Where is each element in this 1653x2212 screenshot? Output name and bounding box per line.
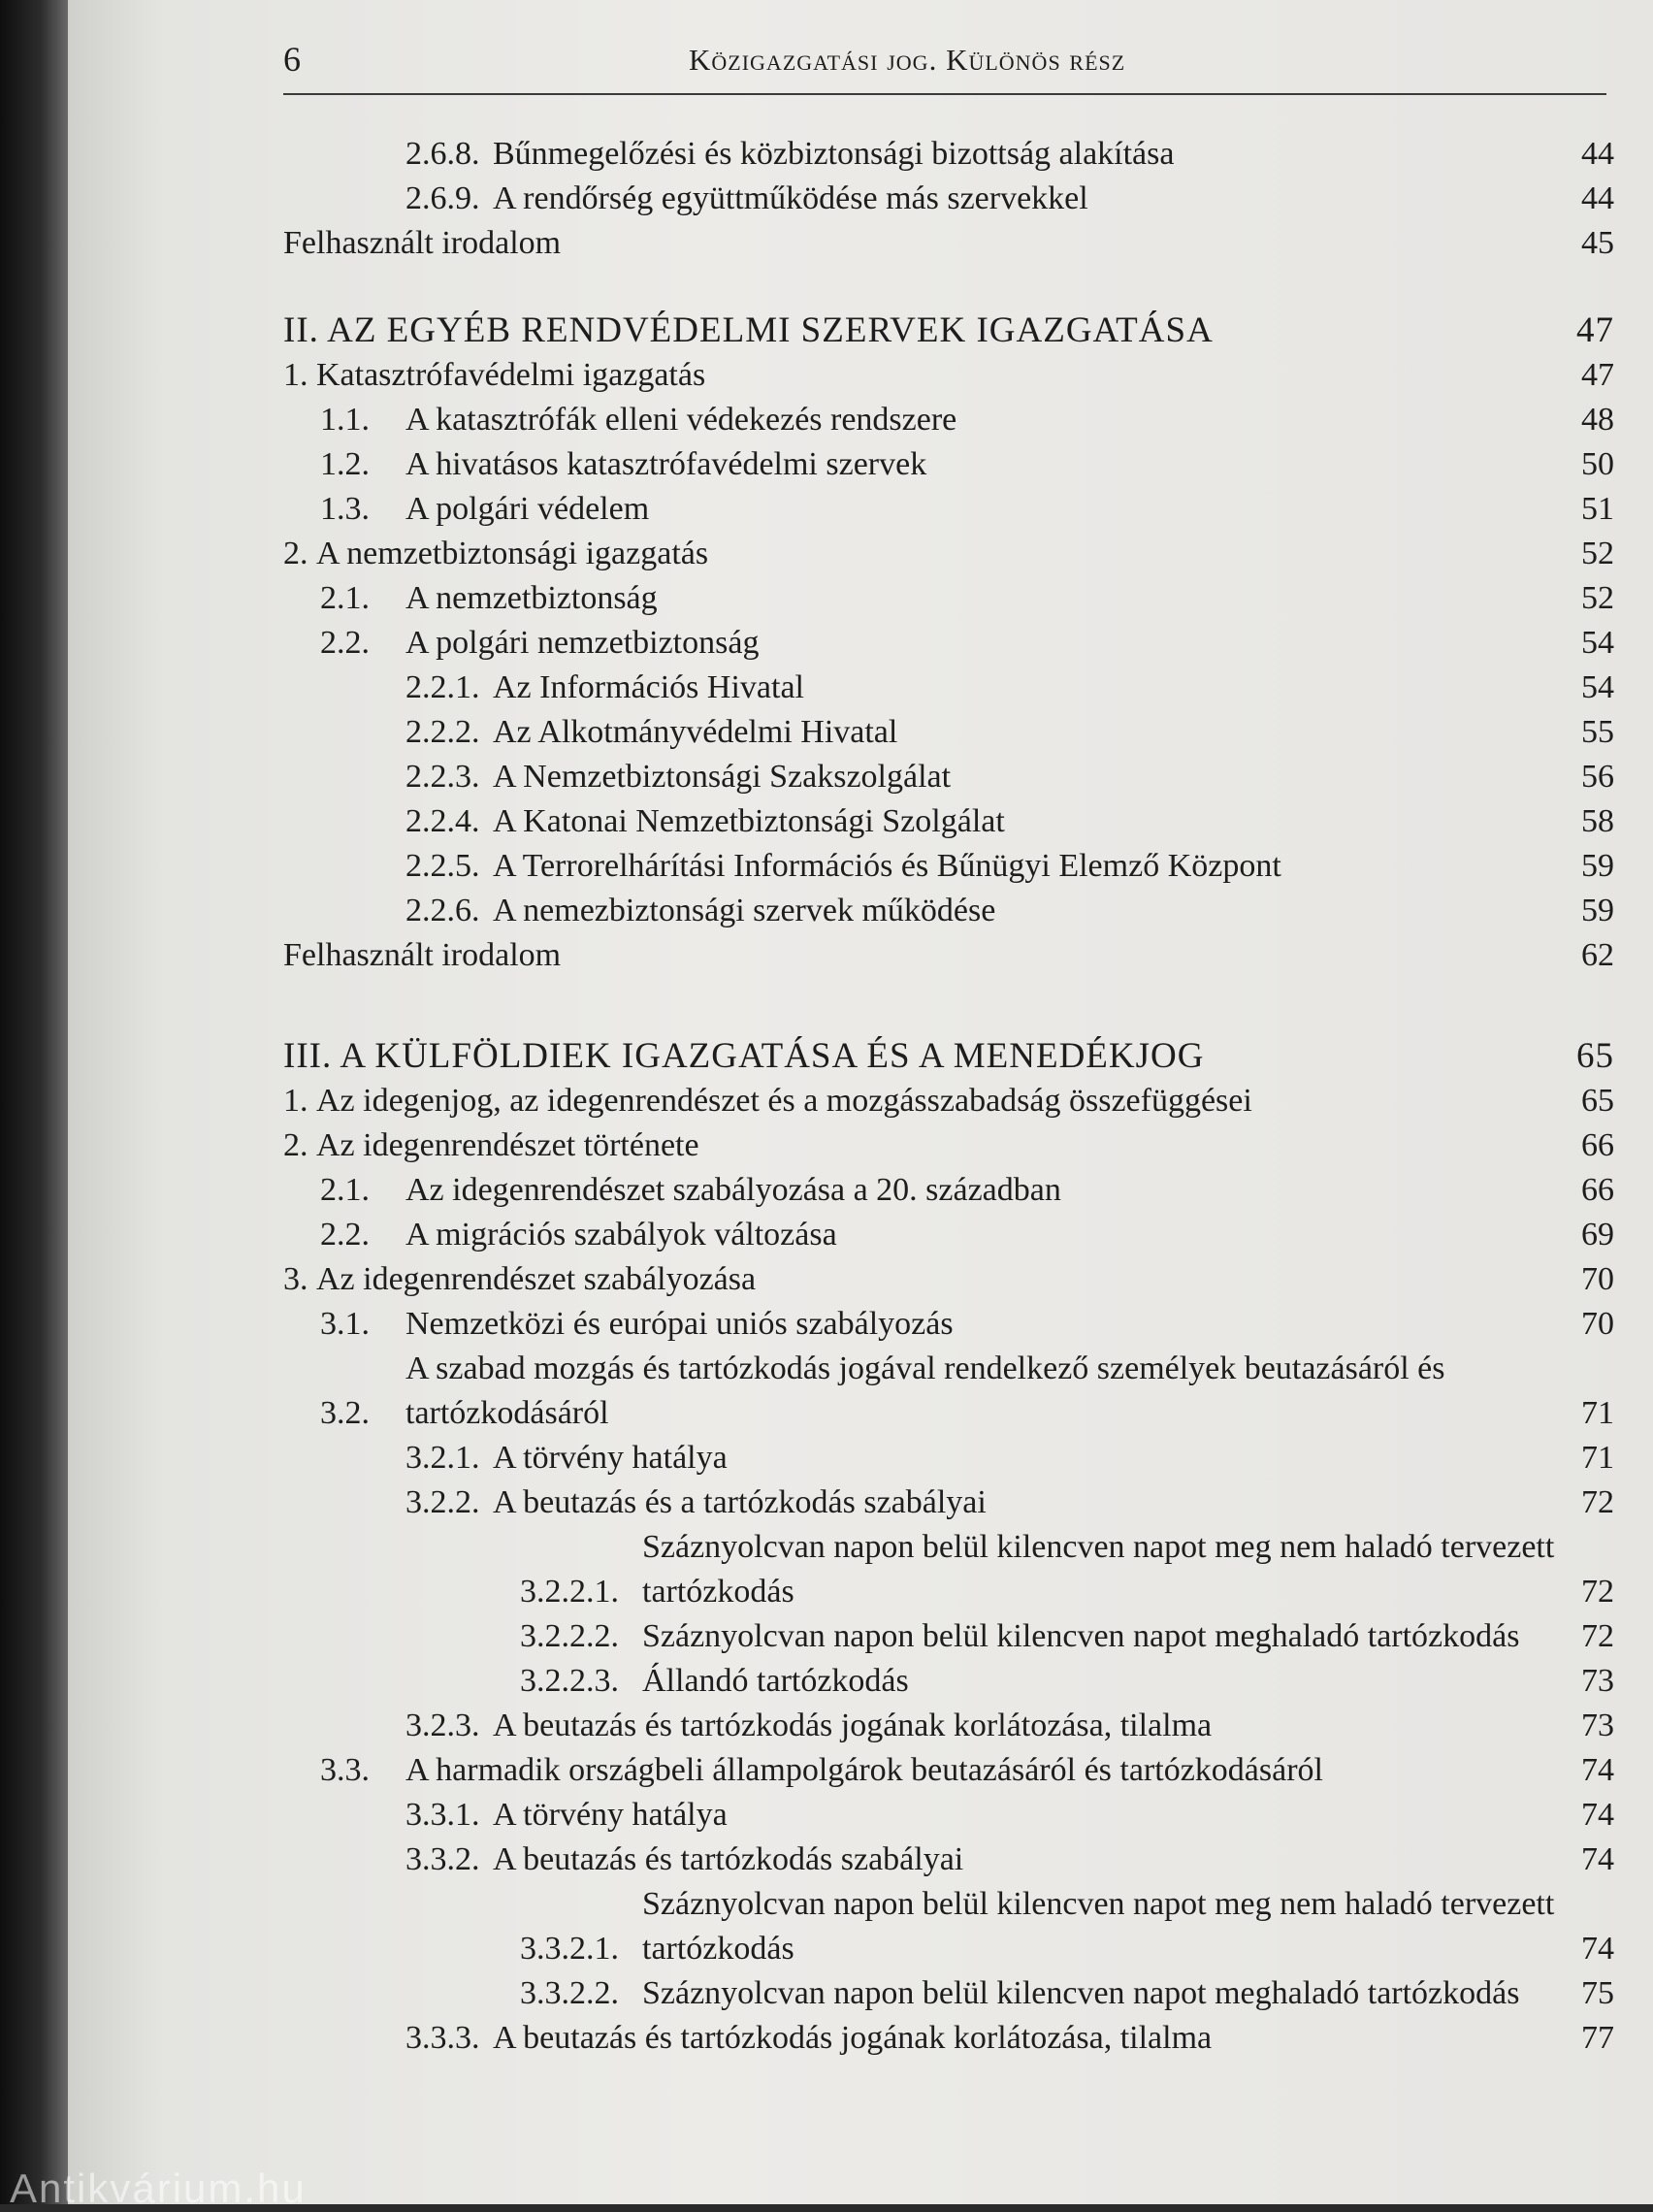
toc-entry-page: 71 xyxy=(1581,1440,1614,1476)
toc-entry xyxy=(283,1168,1614,1213)
toc-entry-page: 52 xyxy=(1581,536,1614,571)
toc-entry-title: Katasztrófavédelmi igazgatás xyxy=(316,357,706,393)
toc-entry xyxy=(283,1480,1614,1525)
toc-entry-title: A Terrorelhárítási Információs és Bűnügyi Elemző Központ xyxy=(493,848,1281,884)
toc-entry-title: A hivatásos katasztrófavédelmi szervek xyxy=(405,446,927,482)
toc-entry xyxy=(283,1704,1614,1748)
toc-entry-title: Az idegenrendészet szabályozása xyxy=(316,1261,757,1297)
toc-entry-page: 73 xyxy=(1581,1663,1614,1699)
toc-entry-number: 2.2.2. xyxy=(405,714,480,750)
toc-entry-page: 66 xyxy=(1581,1127,1614,1163)
watermark: Antikvárium.hu xyxy=(10,2165,307,2211)
toc-entry xyxy=(283,532,1614,576)
toc-entry-page: 47 xyxy=(1576,310,1614,350)
toc-entry xyxy=(283,1302,1614,1347)
toc-entry-title: A törvény hatálya xyxy=(493,1440,728,1476)
toc-entry xyxy=(283,1213,1614,1257)
toc-entry-number: 3.3.1. xyxy=(405,1797,480,1833)
toc-entry-title: A beutazás és tartózkodás jogának korlátozása, tilalma xyxy=(493,1708,1213,1743)
toc-entry xyxy=(283,755,1614,799)
toc-entry-page: 44 xyxy=(1581,136,1614,172)
toc-entry-title: Bűnmegelőzési és közbiztonsági bizottság alakítása xyxy=(493,136,1175,172)
toc-entry-title: Az idegenrendészet szabályozása a 20. században xyxy=(405,1172,1061,1208)
toc-entry-page: 70 xyxy=(1581,1306,1614,1342)
toc-entry xyxy=(283,487,1614,532)
toc-entry-page: 52 xyxy=(1581,580,1614,616)
toc-entry-title: III. A KÜLFÖLDIEK IGAZGATÁSA ÉS A MENEDÉKJOG xyxy=(283,1036,1205,1076)
toc-entry-page: 69 xyxy=(1581,1217,1614,1252)
page-number: 6 xyxy=(283,40,301,79)
toc-entry-title: Száznyolcvan napon belül kilencven napot meg nem haladó tervezett tartózkodás xyxy=(642,1886,1555,1967)
toc-entry-page: 50 xyxy=(1581,446,1614,482)
toc-entry-title: A Katonai Nemzetbiztonsági Szolgálat xyxy=(493,803,1005,839)
toc-entry xyxy=(283,177,1614,221)
toc-entry-number: 3.2.2.1. xyxy=(520,1574,619,1610)
toc-entry-number: 2.2. xyxy=(320,625,370,661)
toc-entry-number: 2. xyxy=(283,536,308,571)
toc-entry xyxy=(283,933,1614,978)
toc-entry-number: 2.2.4. xyxy=(405,803,480,839)
toc-entry-page: 66 xyxy=(1581,1172,1614,1208)
toc-entry-title: A nemzetbiztonság xyxy=(405,580,658,616)
toc-entry-page: 59 xyxy=(1581,893,1614,928)
toc-entry-number: 3.2.2.3. xyxy=(520,1663,619,1699)
toc-entry-page: 44 xyxy=(1581,180,1614,216)
toc-entry-number: 3.2.2.2. xyxy=(520,1618,619,1654)
toc-entry-title: A harmadik országbeli állampolgárok beutazásáról és tartózkodásáról xyxy=(405,1752,1323,1788)
toc-entry xyxy=(283,1123,1614,1168)
toc-entry-number: 2.2.1. xyxy=(405,669,480,705)
toc-entry-number: 3.2. xyxy=(320,1395,370,1431)
toc-entry-number: 3.3.2.2. xyxy=(520,1975,619,2011)
toc-entry xyxy=(283,1079,1614,1123)
toc-entry xyxy=(283,710,1614,755)
toc-entry xyxy=(283,1882,1614,1971)
toc-entry xyxy=(283,442,1614,487)
toc-entry-title: A Nemzetbiztonsági Szakszolgálat xyxy=(493,759,952,795)
toc-entry-title: A polgári védelem xyxy=(405,491,650,527)
toc-entry-page: 47 xyxy=(1581,357,1614,393)
toc-entry-number: 3.2.1. xyxy=(405,1440,480,1476)
toc-entry-number: 2.1. xyxy=(320,580,370,616)
table-of-contents xyxy=(283,132,1614,2061)
toc-entry-number: 3.3.3. xyxy=(405,2020,480,2056)
toc-entry-number: 2.2.5. xyxy=(405,848,480,884)
toc-entry-title: Az idegenjog, az idegenrendészet és a mozgásszabadság összefüggései xyxy=(316,1083,1252,1119)
toc-entry-title: Száznyolcvan napon belül kilencven napot meg nem haladó tervezett tartózkodás xyxy=(642,1529,1555,1610)
toc-entry-title: A katasztrófák elleni védekezés rendszere xyxy=(405,402,957,438)
page-header xyxy=(283,39,1606,95)
toc-entry-number: 2.2. xyxy=(320,1217,370,1252)
toc-spacer xyxy=(283,266,1614,309)
toc-entry-title: Az Alkotmányvédelmi Hivatal xyxy=(493,714,898,750)
toc-entry-page: 65 xyxy=(1581,1083,1614,1119)
toc-entry-page: 56 xyxy=(1581,759,1614,795)
toc-entry-number: 2.6.9. xyxy=(405,180,480,216)
toc-entry xyxy=(283,1793,1614,1838)
toc-entry-number: 3.3. xyxy=(320,1752,370,1788)
toc-entry-page: 72 xyxy=(1581,1574,1614,1610)
toc-entry-title: Felhasznált irodalom xyxy=(283,937,562,973)
toc-entry-title: Nemzetközi és európai uniós szabályozás xyxy=(405,1306,954,1342)
toc-entry-number: 2.2.3. xyxy=(405,759,480,795)
toc-entry xyxy=(283,1971,1614,2016)
toc-entry-page: 54 xyxy=(1581,669,1614,705)
toc-entry-number: 3.2.2. xyxy=(405,1484,480,1520)
toc-entry-title: A beutazás és a tartózkodás szabályai xyxy=(493,1484,987,1520)
toc-entry-page: 45 xyxy=(1581,225,1614,261)
toc-entry-title: A migrációs szabályok változása xyxy=(405,1217,837,1252)
toc-part-heading xyxy=(283,1034,1614,1079)
toc-entry-number: 3.2.3. xyxy=(405,1708,480,1743)
toc-entry-page: 73 xyxy=(1581,1708,1614,1743)
toc-entry-number: 1.1. xyxy=(320,402,370,438)
toc-entry-title: A beutazás és tartózkodás szabályai xyxy=(493,1841,964,1877)
toc-entry xyxy=(283,2016,1614,2061)
toc-entry-number: 3.3.2.1. xyxy=(520,1931,619,1967)
toc-entry-title: Száznyolcvan napon belül kilencven napot meghaladó tartózkodás xyxy=(642,1618,1520,1654)
toc-entry xyxy=(283,1614,1614,1659)
toc-entry-page: 65 xyxy=(1576,1036,1614,1076)
toc-entry xyxy=(283,621,1614,666)
toc-entry xyxy=(283,799,1614,844)
toc-entry-title: A törvény hatálya xyxy=(493,1797,728,1833)
toc-entry xyxy=(283,1525,1614,1614)
toc-entry-page: 75 xyxy=(1581,1975,1614,2011)
toc-entry-title: Száznyolcvan napon belül kilencven napot meghaladó tartózkodás xyxy=(642,1975,1520,2011)
toc-entry-page: 74 xyxy=(1581,1797,1614,1833)
toc-entry-number: 1. xyxy=(283,1083,308,1119)
toc-entry-title: A nemezbiztonsági szervek működése xyxy=(493,893,996,928)
toc-entry xyxy=(283,576,1614,621)
toc-entry-page: 55 xyxy=(1581,714,1614,750)
toc-entry-title: A beutazás és tartózkodás jogának korlátozása, tilalma xyxy=(493,2020,1213,2056)
toc-entry-title: Állandó tartózkodás xyxy=(642,1663,909,1699)
toc-entry-number: 3.1. xyxy=(320,1306,370,1342)
toc-entry-number: 2.2.6. xyxy=(405,893,480,928)
toc-entry xyxy=(283,353,1614,398)
toc-entry-page: 70 xyxy=(1581,1261,1614,1297)
toc-entry-number: 1. xyxy=(283,357,308,393)
toc-entry-title: A szabad mozgás és tartózkodás jogával rendelkező személyek beutazásáról és tartózkodásáról xyxy=(405,1350,1445,1431)
toc-entry-number: 2.6.8. xyxy=(405,136,480,172)
toc-entry-page: 59 xyxy=(1581,848,1614,884)
toc-entry-number: 1.2. xyxy=(320,446,370,482)
toc-part-heading xyxy=(283,309,1614,353)
toc-entry xyxy=(283,889,1614,933)
toc-entry-page: 74 xyxy=(1581,1841,1614,1877)
running-title: Közigazgatási jog. Különös rész xyxy=(689,43,1126,77)
toc-entry-title: Az Információs Hivatal xyxy=(493,669,804,705)
toc-entry xyxy=(283,844,1614,889)
toc-entry-title: A nemzetbiztonsági igazgatás xyxy=(316,536,709,571)
toc-entry-page: 54 xyxy=(1581,625,1614,661)
toc-entry xyxy=(283,221,1614,266)
toc-entry-page: 58 xyxy=(1581,803,1614,839)
toc-entry-number: 3. xyxy=(283,1261,308,1297)
toc-entry xyxy=(283,1347,1614,1436)
toc-entry-page: 74 xyxy=(1581,1931,1614,1967)
toc-entry-number: 3.3.2. xyxy=(405,1841,480,1877)
toc-entry-title: Felhasznált irodalom xyxy=(283,225,562,261)
toc-entry xyxy=(283,1257,1614,1302)
toc-entry-page: 72 xyxy=(1581,1618,1614,1654)
toc-entry-number: 1.3. xyxy=(320,491,370,527)
toc-entry xyxy=(283,398,1614,442)
toc-entry-title: A rendőrség együttműködése más szervekkel xyxy=(493,180,1088,216)
toc-entry-title: A polgári nemzetbiztonság xyxy=(405,625,760,661)
toc-entry-page: 74 xyxy=(1581,1752,1614,1788)
toc-spacer xyxy=(283,978,1614,1034)
toc-entry-page: 71 xyxy=(1581,1395,1614,1431)
toc-entry-title: II. AZ EGYÉB RENDVÉDELMI SZERVEK IGAZGATÁSA xyxy=(283,310,1214,350)
toc-entry-number: 2.1. xyxy=(320,1172,370,1208)
toc-entry xyxy=(283,1748,1614,1793)
toc-entry-page: 72 xyxy=(1581,1484,1614,1520)
toc-entry xyxy=(283,666,1614,710)
toc-entry-number: 2. xyxy=(283,1127,308,1163)
toc-entry xyxy=(283,1436,1614,1480)
toc-entry-page: 51 xyxy=(1581,491,1614,527)
toc-entry xyxy=(283,1838,1614,1882)
toc-entry xyxy=(283,132,1614,177)
toc-entry-page: 62 xyxy=(1581,937,1614,973)
toc-entry xyxy=(283,1659,1614,1704)
toc-entry-page: 77 xyxy=(1581,2020,1614,2056)
toc-entry-title: Az idegenrendészet története xyxy=(316,1127,699,1163)
toc-entry-page: 48 xyxy=(1581,402,1614,438)
book-spine-shadow xyxy=(0,0,68,2204)
